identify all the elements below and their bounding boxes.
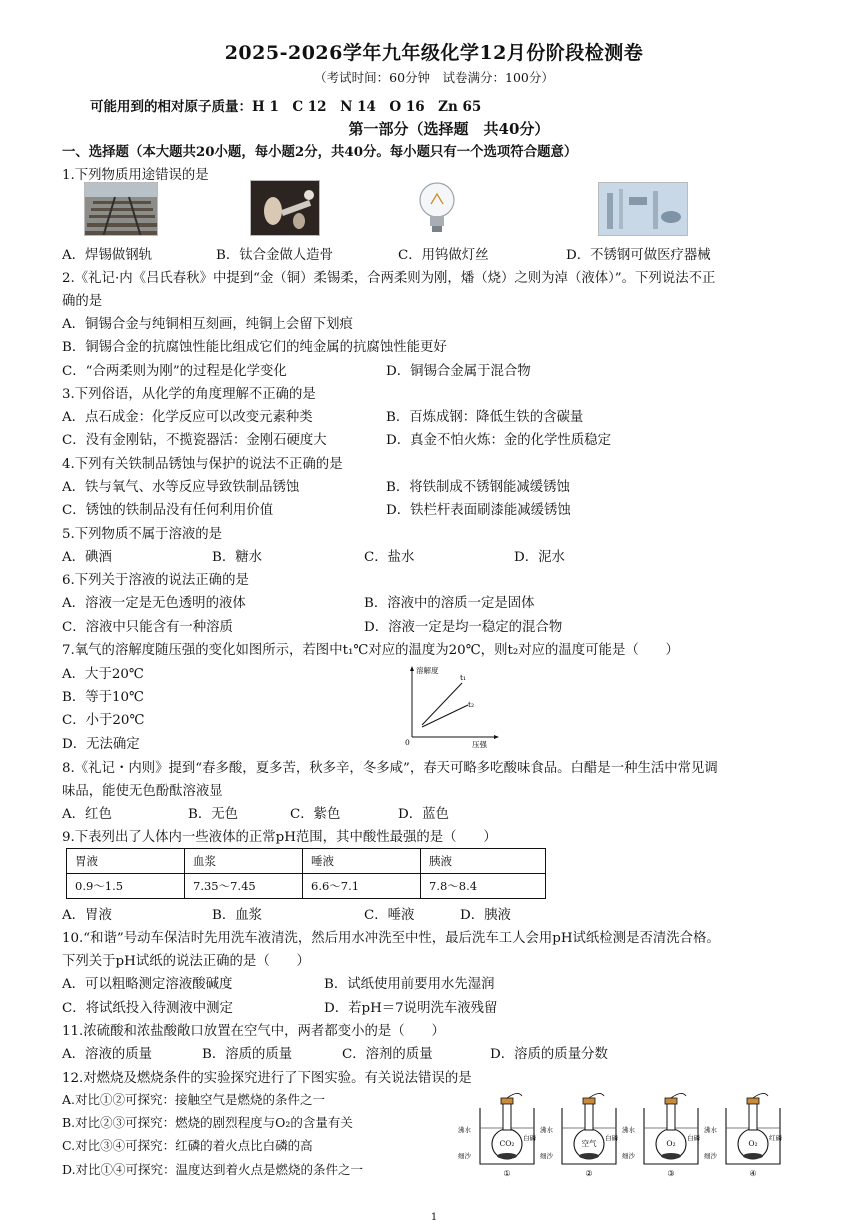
q8-option-b[interactable]: B．无色 [188,807,239,822]
label-phosphorus: 红磷 [769,1134,782,1142]
flask-number: ③ [667,1169,675,1178]
flask-neck [749,1102,757,1130]
q8-option-d[interactable]: D．蓝色 [398,807,449,822]
q4-option-a[interactable]: A．铁与氧气、水等反应导致铁制品锈蚀 [62,480,300,495]
ph-table-cell: 7.8～8.4 [421,874,546,899]
ph-table-value-row [67,874,546,899]
q8-option-c[interactable]: C．紫色 [290,807,341,822]
q12-option-d[interactable]: D.对比①④可探究：温度达到着火点是燃烧的条件之一 [62,1162,364,1177]
q11-option-b[interactable]: B．溶质的质量 [202,1047,293,1062]
q12-stem: 12.对燃烧及燃烧条件的实验探究进行了下图实验。有关说法错误的是 [62,1071,472,1086]
q11-option-c[interactable]: C．溶剂的质量 [342,1047,433,1062]
ph-table [66,848,546,899]
balloon-tube [589,1093,604,1098]
stopper [665,1098,677,1104]
q7-stem: 7.氧气的溶解度随压强的变化如图所示，若图中t₁℃对应的温度为20℃，则t₂对应的温度可能是（ ） [62,643,679,658]
q4-option-b[interactable]: B．将铁制成不锈钢能减缓锈蚀 [386,480,570,495]
label-phosphorus: 白磷 [605,1134,618,1142]
label-sand: 细沙 [704,1152,717,1160]
q3-option-d[interactable]: D．真金不怕火炼：金的化学性质稳定 [386,433,611,448]
exam-subtitle: （考试时间：60分钟 试卷满分：100分） [314,70,554,85]
label-boiling-water: 沸水 [622,1126,635,1134]
q6-option-d[interactable]: D．溶液一定是均一稳定的混合物 [364,620,563,635]
q11-stem: 11.浓硫酸和浓盐酸敞口放置在空气中，两者都变小的是（ ） [62,1024,445,1039]
q9-option-d[interactable]: D．胰液 [460,908,511,923]
q2-option-b[interactable]: B．铜锡合金的抗腐蚀性能比组成它们的纯金属的抗腐蚀性能更好 [62,340,447,355]
q2-option-a[interactable]: A．铜锡合金与纯铜相互刻画，纯铜上会留下划痕 [62,317,353,332]
graph-origin: 0 [405,738,410,747]
q8-stem: 8.《礼记・内则》提到“春多酸，夏多苦，秋多辛，冬多咸”，春天可略多吃酸味食品。白醋是一种生活中常见调 [62,761,718,776]
q8-option-a[interactable]: A．红色 [62,807,112,822]
q12-option-c[interactable]: C.对比③④可探究：红磷的着火点比白磷的高 [62,1138,313,1153]
ph-table-header: 胰液 [421,849,546,874]
q10-stem-cont: 下列关于pH试纸的说法正确的是（ ） [62,954,310,969]
combustion-experiment-diagram [456,1088,796,1178]
page-number: 1 [430,1212,438,1223]
label-boiling-water: 沸水 [704,1126,717,1134]
q6-option-a[interactable]: A．溶液一定是无色透明的液体 [62,596,246,611]
graph-line-t2: t₂ [468,700,475,709]
sand [661,1153,681,1159]
part-title: 第一部分（选择题 共40分） [348,120,550,138]
flask-gas-label: 空气 [581,1139,597,1148]
q11-option-a[interactable]: A．溶液的质量 [62,1047,153,1062]
sand [579,1153,599,1159]
ph-table-header: 唾液 [303,849,421,874]
q5-stem: 5.下列物质不属于溶液的是 [62,527,223,542]
flask-neck [585,1102,593,1130]
q6-option-c[interactable]: C．溶液中只能含有一种溶质 [62,620,233,635]
flask-neck [667,1102,675,1130]
sand [743,1153,763,1159]
q5-option-c[interactable]: C．盐水 [364,550,415,565]
q4-option-c[interactable]: C．锈蚀的铁制品没有任何利用价值 [62,503,274,518]
q4-stem: 4.下列有关铁制品锈蚀与保护的说法不正确的是 [62,457,343,472]
q12-option-b[interactable]: B.对比②③可探究：燃烧的剧烈程度与O₂的含量有关 [62,1115,353,1130]
q10-option-b[interactable]: B．试纸使用前要用水先湿润 [324,977,495,992]
ph-table-cell: 6.6～7.1 [303,874,421,899]
q1-stem: 1.下列物质用途错误的是 [62,168,209,183]
label-phosphorus: 白磷 [687,1134,700,1142]
flask-number: ④ [749,1169,757,1178]
q2-stem-cont: 确的是 [62,294,103,309]
q10-option-c[interactable]: C．将试纸投入待测液中测定 [62,1001,233,1016]
q1-option-b[interactable]: B．钛合金做人造骨 [216,248,333,263]
q11-option-d[interactable]: D．溶质的质量分数 [490,1047,608,1062]
graph-ylabel: 溶解度 [416,666,439,675]
label-sand: 细沙 [540,1152,553,1160]
q10-option-a[interactable]: A．可以粗略测定溶液酸碱度 [62,977,233,992]
flask-neck [503,1102,511,1130]
q9-option-a[interactable]: A．胃液 [62,908,112,923]
stopper [583,1098,595,1104]
graph-xlabel: 压强 [472,740,487,749]
q5-option-b[interactable]: B．糖水 [212,550,263,565]
q7-option-a[interactable]: A．大于20℃ [62,667,144,682]
section-title: 一、选择题（本大题共20小题，每小题2分，共40分。每小题只有一个选项符合题意） [62,144,578,160]
q9-option-c[interactable]: C．唾液 [364,908,415,923]
q1-option-d[interactable]: D．不锈钢可做医疗器械 [566,248,711,263]
stopper [501,1098,513,1104]
q7-option-d[interactable]: D．无法确定 [62,737,140,752]
q2-option-c[interactable]: C．“合两柔则为刚”的过程是化学变化 [62,364,287,379]
rail-track-image [84,182,158,236]
label-phosphorus: 白磷 [523,1134,536,1142]
graph-line-t1: t₁ [460,673,467,682]
label-sand: 细沙 [622,1152,635,1160]
q4-option-d[interactable]: D．铁栏杆表面刷漆能减缓锈蚀 [386,503,571,518]
flask-number: ② [585,1169,593,1178]
q7-option-b[interactable]: B．等于10℃ [62,690,145,705]
label-boiling-water: 沸水 [540,1126,553,1134]
solubility-pressure-graph [400,665,500,750]
ph-table-cell: 0.9～1.5 [67,874,185,899]
ph-table-header-row [67,849,546,874]
q1-option-a[interactable]: A．焊锡做钢轨 [62,248,153,263]
q7-option-c[interactable]: C．小于20℃ [62,713,145,728]
atomic-masses: 可能用到的相对原子质量：H 1 C 12 N 14 O 16 Zn 65 [90,99,482,115]
q2-stem: 2.《礼记·内《吕氏春秋》中提到“金（铜）柔锡柔，合两柔则为刚，燔（烧）之则为淖（液体）”。下列说法不正 [62,271,716,286]
stopper [747,1098,759,1104]
q2-option-d[interactable]: D．铜锡合金属于混合物 [386,364,531,379]
label-sand: 细沙 [458,1152,471,1160]
q6-option-b[interactable]: B．溶液中的溶质一定是固体 [364,596,535,611]
medical-instruments-image [598,182,688,236]
q3-option-c[interactable]: C．没有金刚钻，不揽瓷器活：金刚石硬度大 [62,433,327,448]
ph-table-header: 胃液 [67,849,185,874]
q9-stem: 9.下表列出了人体内一些液体的正常pH范围，其中酸性最强的是（ ） [62,830,497,845]
balloon-tube [671,1093,686,1098]
flask-number: ① [503,1169,511,1178]
q10-option-d[interactable]: D．若pH＝7说明洗车液残留 [324,1001,498,1016]
q12-option-a[interactable]: A.对比①②可探究：接触空气是燃烧的条件之一 [62,1092,326,1107]
q10-stem: 10.“和谐”号动车保洁时先用洗车液清洗，然后用水冲洗至中性，最后洗车工人会用pH试纸检测是否清洗合格。 [62,931,720,946]
ph-table-header: 血浆 [185,849,303,874]
tungsten-bulb-image [414,180,460,238]
label-boiling-water: 沸水 [458,1126,471,1134]
q6-stem: 6.下列关于溶液的说法正确的是 [62,573,249,588]
q8-stem-cont: 味品，能使无色酚酞溶液显 [62,784,223,799]
q3-option-b[interactable]: B．百炼成钢：降低生铁的含碳量 [386,410,584,425]
q3-stem: 3.下列俗语，从化学的角度理解不正确的是 [62,387,316,402]
q5-option-d[interactable]: D．泥水 [514,550,565,565]
flask-gas-label: CO₂ [499,1139,515,1148]
sand [497,1153,517,1159]
flask-gas-label: O₂ [666,1139,676,1148]
q9-option-b[interactable]: B．血浆 [212,908,263,923]
flask-gas-label: O₂ [748,1139,758,1148]
q1-option-c[interactable]: C．用钨做灯丝 [398,248,489,263]
balloon-tube [507,1093,522,1098]
q3-option-a[interactable]: A．点石成金：化学反应可以改变元素种类 [62,410,313,425]
q5-option-a[interactable]: A．碘酒 [62,550,112,565]
balloon-tube [753,1093,768,1098]
ph-table-cell: 7.35～7.45 [185,874,303,899]
exam-title: 2025-2026学年九年级化学12月份阶段检测卷 [224,42,644,64]
artificial-bone-image [250,180,320,236]
